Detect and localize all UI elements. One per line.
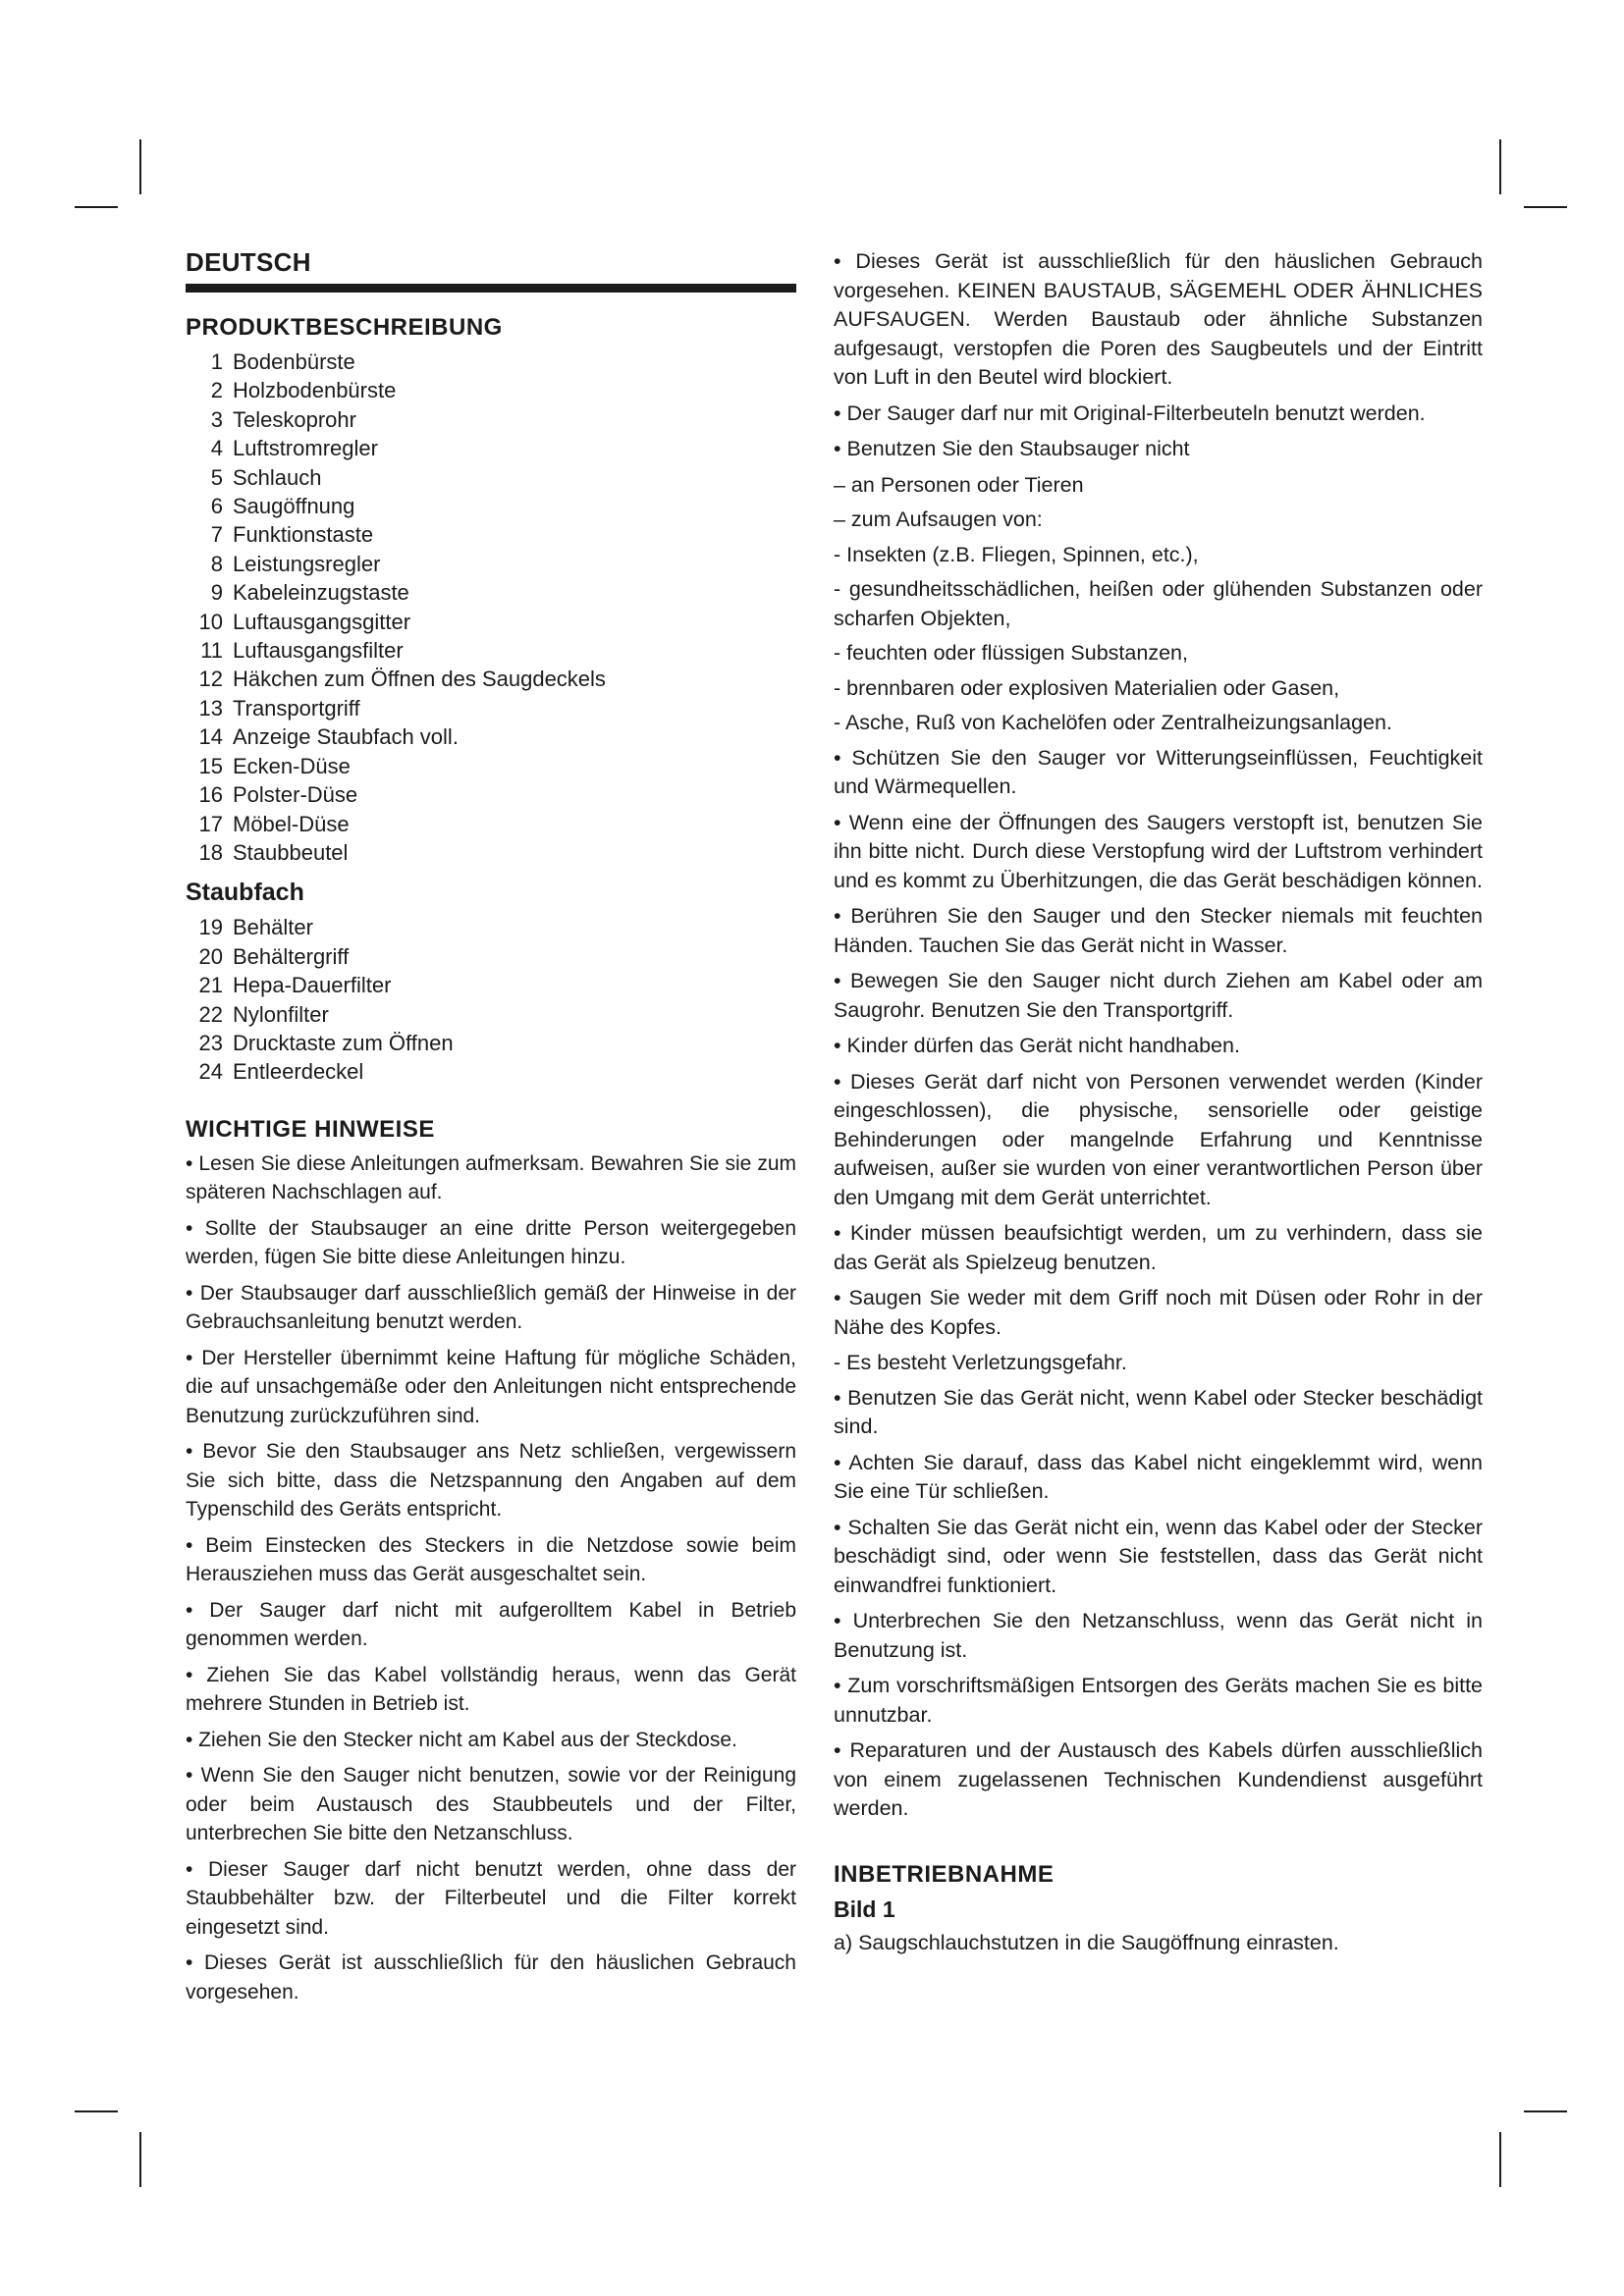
startup-sub: Bild 1 [834,1896,895,1922]
product-heading: PRODUKTBESCHREIBUNG [186,314,503,341]
note-paragraph: • Kinder dürfen das Gerät nicht handhaben. [834,1034,1240,1057]
item-label: Luftstromregler [233,436,378,461]
item-label: Schlauch [233,464,322,490]
list-item [186,463,796,492]
item-label: Kabeleinzugstaste [233,580,409,606]
list-item [186,971,796,999]
item-label: Saugöffnung [233,494,355,519]
item-number: 17 [198,811,223,836]
list-item [186,1057,796,1086]
item-label: Drucktaste zum Öffnen [233,1030,454,1055]
dust-heading: Staubfach [186,879,304,907]
list-item [186,550,796,578]
dust-list [186,913,796,1086]
item-number: 13 [198,695,223,721]
item-number: 12 [198,667,223,692]
note-paragraph: • Dieses Gerät ist ausschließlich für den häuslichen Gebrauch vorgesehen. [186,1951,796,2003]
item-label: Möbel-Düse [233,811,350,836]
note-paragraph: • Bevor Sie den Staubsauger ans Netz schließen, vergewissern Sie sich bitte, dass die Netzspannung den Angaben auf dem Typenschild des Geräts entspricht. [186,1440,796,1522]
list-item [186,376,796,404]
list-item [186,810,796,838]
product-list [186,347,796,867]
item-label: Ecken-Düse [233,753,351,778]
list-item [186,694,796,722]
list-item [186,913,796,941]
list-item [186,434,796,462]
item-number: 1 [210,349,223,374]
note-paragraph: - brennbaren oder explosiven Materialien oder Gasen, [834,675,1340,700]
left-column [186,247,796,2013]
note-paragraph: • Berühren Sie den Sauger und den Stecker niemals mit feuchten Händen. Tauchen Sie das Gerät nicht in Wasser. [834,904,1483,957]
item-label: Funktionstaste [233,522,374,548]
list-item [186,780,796,809]
item-label: Hepa-Dauerfilter [233,973,392,998]
item-label: Bodenbürste [233,349,355,374]
item-label: Behälter [233,915,313,940]
note-paragraph: • Sollte der Staubsauger an eine dritte Person weitergegeben werden, fügen Sie bitte diese Anleitungen hinzu. [186,1216,796,1269]
item-number: 18 [198,839,223,865]
note-paragraph: - Asche, Ruß von Kachelöfen oder Zentralheizungsanlagen. [834,711,1392,734]
startup-text: a) Saugschlauchstutzen in die Saugöffnung einrasten. [834,1930,1339,1954]
notes-left [186,1149,796,2007]
list-item [186,347,796,376]
crop-mark [1524,206,1567,208]
item-number: 10 [198,609,223,634]
list-item [186,665,796,693]
note-paragraph: • Benutzen Sie den Staubsauger nicht [834,437,1190,460]
list-item [186,405,796,434]
list-item [186,636,796,665]
note-paragraph: • Reparaturen und der Austausch des Kabels dürfen ausschließlich von einem zugelassenen Technischen Kundendienst ausgeführt werden. [834,1738,1483,1820]
list-item [186,608,796,636]
item-label: Teleskoprohr [233,406,356,432]
note-paragraph: • Schützen Sie den Sauger vor Witterungseinflüssen, Feuchtigkeit und Wärmequellen. [834,745,1483,798]
crop-mark [139,139,141,194]
list-item [186,722,796,751]
note-paragraph: - feuchten oder flüssigen Substanzen, [834,641,1188,665]
item-number: 3 [210,406,223,432]
item-number: 24 [198,1059,223,1085]
item-label: Staubbeutel [233,839,349,865]
crop-mark [75,2110,118,2112]
note-paragraph: • Achten Sie darauf, dass das Kabel nicht eingeklemmt wird, wenn Sie eine Tür schließen. [834,1450,1483,1503]
note-paragraph: • Wenn Sie den Sauger nicht benutzen, sowie vor der Reinigung oder beim Austausch des Staubbeutels und der Filter, unterbrechen Sie bitte den Netzanschluss. [186,1764,796,1845]
item-number: 4 [210,436,223,461]
item-label: Behältergriff [233,943,350,969]
list-item [186,838,796,867]
notes-heading: WICHTIGE HINWEISE [186,1115,435,1143]
item-number: 8 [210,551,223,576]
note-paragraph: • Lesen Sie diese Anleitungen aufmerksam. Bewahren Sie sie zum späteren Nachschlagen auf. [186,1151,796,1204]
note-paragraph: • Bewegen Sie den Sauger nicht durch Ziehen am Kabel oder am Saugrohr. Benutzen Sie den Transportgriff. [834,969,1483,1022]
note-paragraph: • Beim Einstecken des Steckers in die Netzdose sowie beim Herausziehen muss das Gerät ausgeschaltet sein. [186,1533,796,1586]
right-column [834,247,1483,1964]
note-paragraph: • Benutzen Sie das Gerät nicht, wenn Kabel oder Stecker beschädigt sind. [834,1385,1483,1438]
note-paragraph: • Dieses Gerät ist ausschließlich für den häuslichen Gebrauch vorgesehen. KEINEN BAUSTAUB, SÄGEMEHL ODER ÄHNLICHES AUFSAUGEN. Werden Baustaub oder ähnliche Substanzen aufgesaugt, verstopfen die Poren des Saugbeutels und der Eintritt von Luft in den Beutel wird blockiert. [834,249,1483,389]
item-number: 7 [210,522,223,548]
list-item [186,520,796,549]
item-label: Häkchen zum Öffnen des Saugdeckels [233,667,606,692]
item-number: 23 [198,1030,223,1055]
item-label: Transportgriff [233,695,360,721]
note-paragraph: • Saugen Sie weder mit dem Griff noch mit Düsen oder Rohr in der Nähe des Kopfes. [834,1286,1483,1339]
item-number: 2 [210,378,223,403]
item-number: 19 [198,915,223,940]
note-paragraph: • Zum vorschriftsmäßigen Entsorgen des Geräts machen Sie es bitte unnutzbar. [834,1674,1483,1727]
startup-heading: INBETRIEBNAHME [834,1860,1055,1888]
list-item [186,942,796,971]
note-paragraph: • Der Staubsauger darf ausschließlich gemäß der Hinweise in der Gebrauchsanleitung benutzt werden. [186,1281,796,1334]
list-item [186,492,796,520]
note-paragraph: • Dieses Gerät darf nicht von Personen verwendet werden (Kinder eingeschlossen), die physische, sensorielle oder geistige Behinderungen oder mangelnde Erfahrung und Kenntnisse aufweisen, außer sie wurden von einer verantwortlichen Person über den Umgang mit dem Gerät unterrichtet. [834,1069,1483,1209]
note-paragraph: • Unterbrechen Sie den Netzanschluss, wenn das Gerät nicht in Benutzung ist. [834,1609,1483,1662]
item-label: Polster-Düse [233,782,358,808]
crop-mark [1524,2110,1567,2112]
item-label: Nylonfilter [233,1001,329,1027]
crop-mark [75,206,118,208]
note-paragraph: – zum Aufsaugen von: [834,507,1043,531]
item-number: 15 [198,753,223,778]
note-paragraph: - gesundheitsschädlichen, heißen oder glühenden Substanzen oder scharfen Objekten, [834,577,1483,630]
note-paragraph: • Ziehen Sie das Kabel vollständig heraus, wenn das Gerät mehrere Stunden in Betrieb ist. [186,1663,796,1716]
crop-mark [139,2132,141,2187]
item-number: 16 [198,782,223,808]
item-number: 21 [198,973,223,998]
note-paragraph: • Kinder müssen beaufsichtigt werden, um zu verhindern, dass sie das Gerät als Spielzeug benutzen. [834,1221,1483,1274]
item-number: 6 [210,494,223,519]
item-label: Holzbodenbürste [233,378,397,403]
item-label: Luftausgangsgitter [233,609,411,634]
note-paragraph: • Der Sauger darf nicht mit aufgerolltem Kabel in Betrieb genommen werden. [186,1598,796,1651]
note-paragraph: • Ziehen Sie den Stecker nicht am Kabel aus der Steckdose. [186,1728,737,1751]
language-title: DEUTSCH [186,247,796,293]
note-paragraph: • Wenn eine der Öffnungen des Saugers verstopft ist, benutzen Sie ihn bitte nicht. Durch diese Verstopfung wird der Luftstrom verhindert und es kommt zu Überhitzungen, die das Gerät beschädigen können. [834,810,1483,892]
item-number: 20 [198,943,223,969]
note-paragraph: • Der Hersteller übernimmt keine Haftung für mögliche Schäden, die auf unsachgemäße oder den Anleitungen nicht entsprechende Benutzung zurückzuführen sind. [186,1346,796,1427]
item-label: Entleerdeckel [233,1059,364,1085]
item-number: 5 [210,464,223,490]
list-item [186,1000,796,1029]
list-item [186,578,796,607]
item-label: Luftausgangsfilter [233,638,404,664]
item-number: 22 [198,1001,223,1027]
item-number: 14 [198,724,223,750]
item-number: 11 [200,638,223,664]
item-label: Leistungsregler [233,551,381,576]
list-item [186,752,796,780]
item-number: 9 [210,580,223,606]
note-paragraph: - Es besteht Verletzungsgefahr. [834,1351,1127,1374]
notes-right [834,247,1483,1824]
crop-mark [1499,139,1501,194]
note-paragraph: - Insekten (z.B. Fliegen, Spinnen, etc.), [834,542,1199,566]
item-label: Anzeige Staubfach voll. [233,724,459,750]
note-paragraph: – an Personen oder Tieren [834,472,1084,497]
list-item [186,1029,796,1057]
note-paragraph: • Schalten Sie das Gerät nicht ein, wenn das Kabel oder der Stecker beschädigt sind, oder wenn Sie feststellen, dass das Gerät nicht einwandfrei funktioniert. [834,1515,1483,1597]
note-paragraph: • Dieser Sauger darf nicht benutzt werden, ohne dass der Staubbehälter bzw. der Filterbeutel und die Filter korrekt eingesetzt sind. [186,1857,796,1939]
crop-mark [1499,2132,1501,2187]
note-paragraph: • Der Sauger darf nur mit Original-Filterbeuteln benutzt werden. [834,400,1426,425]
